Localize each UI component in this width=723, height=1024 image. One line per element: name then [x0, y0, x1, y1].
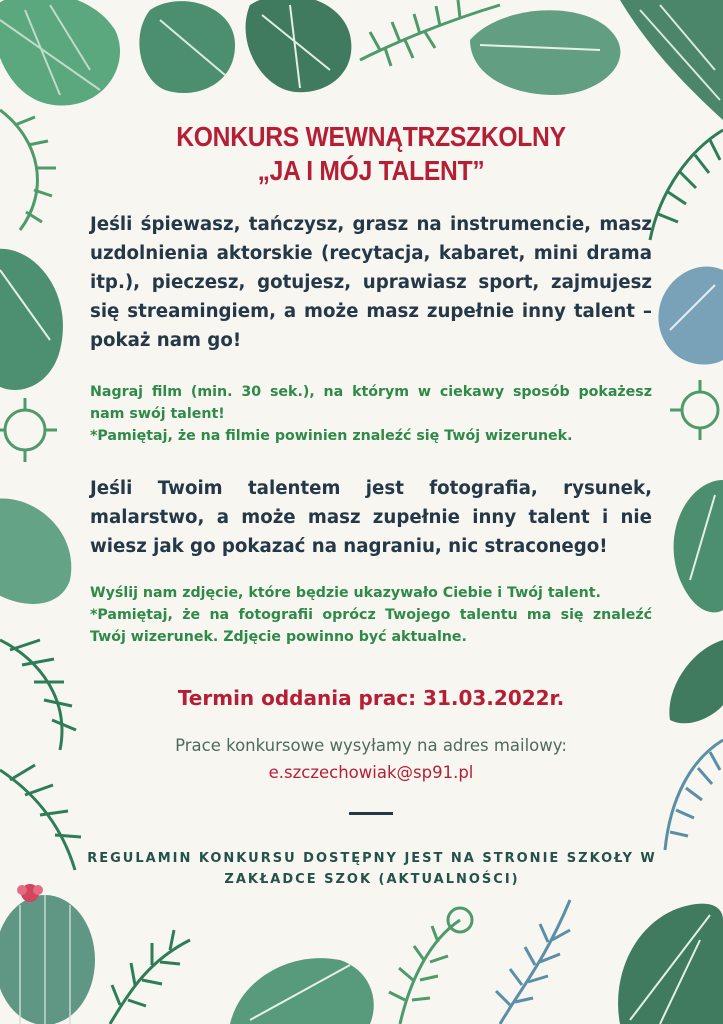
photo-instructions — [90, 582, 652, 648]
monstera-leaf-icon — [618, 904, 723, 1024]
palm-leaf-icon — [110, 930, 190, 1024]
cactus-icon — [0, 895, 95, 1024]
fern-frond-icon — [0, 398, 57, 462]
monstera-leaf-icon — [246, 0, 352, 92]
photo-intro-paragraph: Jeśli Twoim talentem jest fotografia, rysunek, malarstwo, a może masz zupełnie inny talent i nie wiesz jak go pokazać na nagraniu, nic straconego! — [90, 478, 652, 557]
regulamin-notice: REGULAMIN KONKURSU DOSTĘPNY JEST NA STRONIE SZKOŁY W ZAKŁADCE SZOK (AKTUALNOŚCI) — [87, 851, 657, 887]
monstera-leaf-icon — [658, 266, 723, 364]
palm-leaf-icon — [0, 498, 71, 603]
monstera-leaf-icon — [230, 958, 374, 1024]
fern-frond-icon — [360, 0, 500, 66]
title-line-1: KONKURS WEWNĄTRZSZKOLNY — [176, 121, 566, 152]
send-info-text: Prace konkursowe wysyłamy na adres mailowy: — [175, 736, 567, 755]
palm-leaf-icon — [139, 1, 235, 93]
title-line-2: „JA I MÓJ TALENT” — [257, 155, 485, 186]
fern-frond-icon — [670, 380, 718, 440]
photo-reminder-line: *Pamiętaj, że na fotografii oprócz Twojego talentu ma się znaleźć Twój wizerunek. Zdjęcie powinno być aktualne. — [90, 607, 652, 645]
film-instruction-line: Nagraj film (min. 30 sek.), na którym w ciekawy sposób pokażesz nam swój talent! — [90, 384, 652, 422]
monstera-leaf-icon — [674, 480, 723, 612]
palm-leaf-icon — [620, 0, 723, 120]
palm-leaf-icon — [650, 130, 723, 240]
palm-leaf-icon — [0, 765, 81, 870]
fern-frond-icon — [0, 110, 56, 230]
photo-instruction-line: Wyślij nam zdjęcie, które będzie ukazywało Ciebie i Twój talent. — [90, 585, 601, 601]
deadline-text: Termin oddania prac: 31.03.2022r. — [177, 686, 565, 710]
film-reminder-line: *Pamiętaj, że na filmie powinien znaleźć się Twój wizerunek. — [90, 428, 573, 444]
film-instructions — [90, 381, 652, 447]
palm-leaf-icon — [665, 740, 723, 850]
divider — [349, 812, 393, 815]
palm-leaf-icon — [669, 640, 723, 723]
email-address: e.szczechowiak@sp91.pl — [268, 763, 474, 782]
intro-paragraph: Jeśli śpiewasz, tańczysz, grasz na instrumencie, masz uzdolnienia aktorskie (recytacja, kabaret, mini drama itp.), pieczesz, gotujesz, uprawiasz sport, zajmujesz się streamingiem, a może masz zupełnie inny talent – pokaż nam go! — [90, 214, 652, 351]
page-title — [124, 120, 619, 188]
monstera-leaf-icon — [0, 249, 63, 390]
palm-leaf-icon — [496, 900, 570, 1024]
fern-frond-icon — [389, 908, 472, 1024]
monstera-leaf-icon — [470, 10, 620, 95]
flyer-content — [90, 120, 652, 815]
monstera-leaf-icon — [0, 0, 120, 106]
palm-leaf-icon — [0, 640, 76, 750]
cactus-flower-icon — [17, 884, 43, 902]
